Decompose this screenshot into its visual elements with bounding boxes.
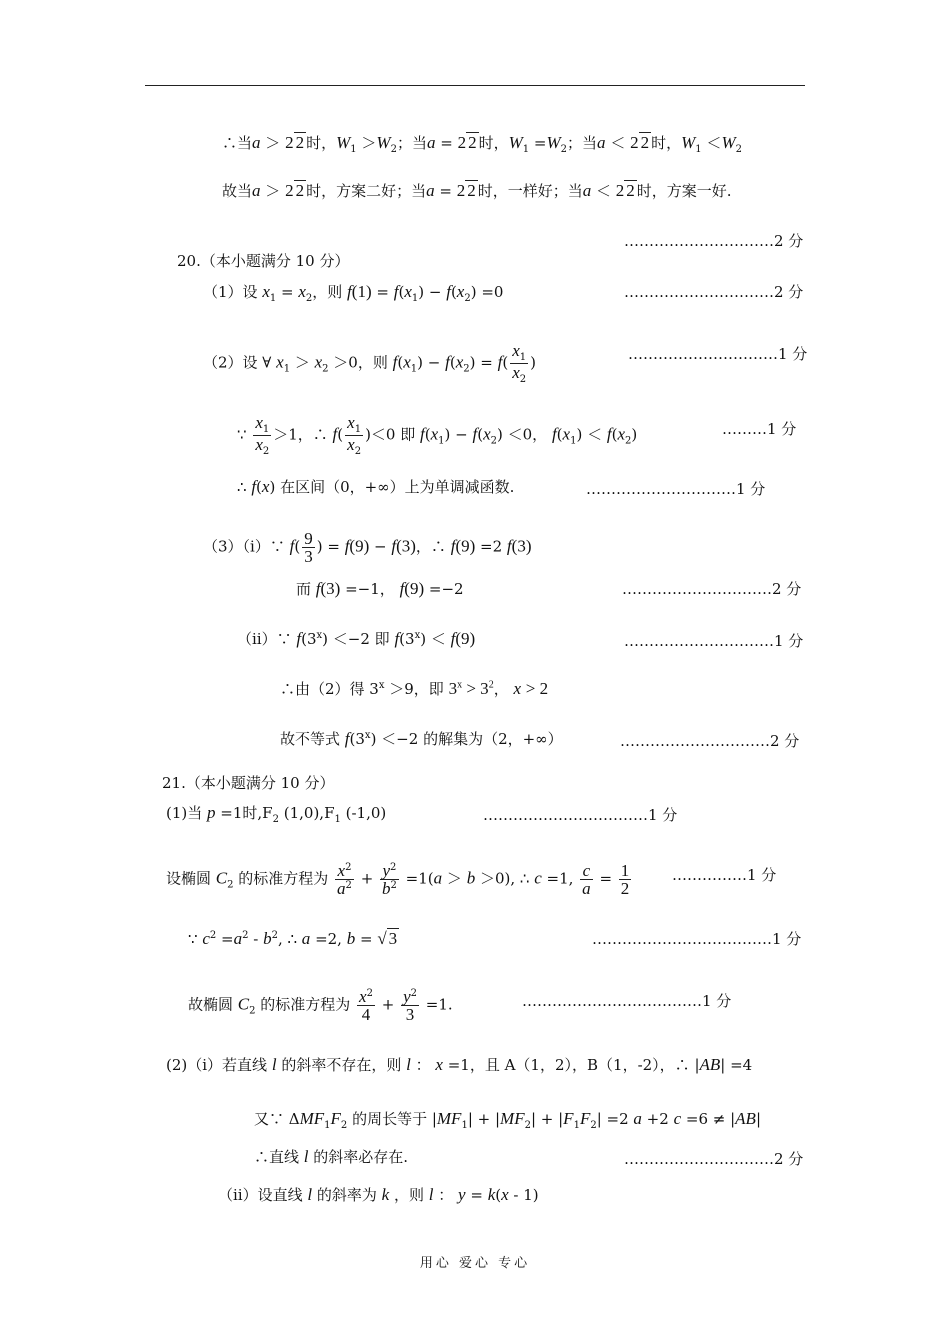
score-marker: ………1 分: [722, 420, 797, 438]
problem-21-ellipse-equation: 故椭圆 $C_2$ 的标准方程为 $\frac{x^2}{4}$ + $\frac{y^2}{3}$ =1.: [188, 987, 453, 1024]
line-conclusion-compare: ∴当a ＞ 2 2 时，$W_1 >W_2$；当a = 2 2 时，$W_1 =W_2$；当a ＜ 2 2 时，$W_1 <W_2$: [222, 133, 742, 155]
problem-20-part3-solution: 故不等式 $f(3^x) <-2$ 的解集为（2，+∞）: [280, 729, 563, 748]
score-marker: …………………………2 分: [624, 232, 804, 250]
score-marker: ………………………………1 分: [522, 992, 732, 1010]
problem-21-part2-ii: （ⅱ）设直线 l 的斜率为 k ，则 l ： y = k(x - 1): [218, 1185, 539, 1204]
problem-21-ellipse-params: ∵ $c^2 =a^2 - b^2$, ∴ a =2, b = √ 3: [188, 929, 398, 948]
score-marker: …………………………1 分: [628, 345, 808, 363]
problem-20-part1: （1）设 $x_1 = x_2$，则 $f(1) = f(x_1) - f(x_2) =0$: [203, 282, 504, 304]
line-conclusion-plan: 故当a ＞ 2 2 时，方案二好；当a = 2 2 时，一样好；当a ＜ 2 2 时，方案一好.: [222, 181, 732, 200]
score-marker: …………………………2 分: [624, 283, 804, 301]
problem-21-heading: 21.（本小题满分 10 分）: [162, 774, 335, 792]
problem-20-part2-proof: ∵ $\frac{x_1}{x_2}$ ＞1，∴ f( $\frac{x_1}{x_2}$ )＜0 即 $f(x_1) - f(x_2) <0$， $f(x_1) < f(x_2)$: [237, 413, 638, 457]
problem-20-part3-i: （3）（ⅰ）∵ f( $\frac{9}{3}$ ) = f(9) − f(3)，∴ f(9) =2 f(3): [203, 529, 532, 566]
problem-20-part3-derive: ∴由（2）得 $3^x >9$，即 $3^x > 3^2$， x > 2: [280, 679, 549, 698]
problem-20-part3-values: 而 f(3) =−1， f(9) =−2: [296, 579, 464, 598]
score-marker: ……………1 分: [672, 866, 777, 884]
score-marker: ……………………………1 分: [483, 806, 678, 824]
problem-20-part2-conclusion: ∴ f(x) 在区间（0，+∞）上为单调减函数.: [237, 477, 515, 496]
problem-21-part2-i: (2)（ⅰ）若直线 l 的斜率不存在，则 l ： x =1，且 A（1，2），B（1，-2），∴ |AB| =4: [166, 1055, 753, 1074]
problem-20-part2: （2）设 ∀ $x_1 > x_2 >0$，则 $f(x_1) - f(x_2) = f$( $\frac{x_1}{x_2}$ ): [203, 341, 536, 385]
score-marker: …………………………2 分: [620, 732, 800, 750]
score-marker: …………………………2 分: [624, 1150, 804, 1168]
problem-20-heading: 20.（本小题满分 10 分）: [177, 252, 350, 270]
header-rule: [145, 85, 805, 86]
score-marker: ………………………………1 分: [592, 930, 802, 948]
problem-21-part1: (1)当 p =1时$,F_2$ $(1,0),F_1$ (-1,0): [166, 803, 387, 825]
score-marker: …………………………1 分: [586, 480, 766, 498]
problem-21-ellipse-setup: 设椭圆 $C_2$ 的标准方程为 $\frac{x^2}{a^2}$ + $\frac{y^2}{b^2}$ =1(a ＞ b ＞0), ∴ c =1, $\frac{c}{a}$ = $\frac{1}{2}$: [166, 861, 630, 898]
problem-21-slope-exists: ∴直线 l 的斜率必存在.: [254, 1147, 409, 1166]
score-marker: …………………………1 分: [624, 632, 804, 650]
score-marker: …………………………2 分: [622, 580, 802, 598]
problem-21-perimeter: 又∵ $\Delta MF_1F_2$ 的周长等于 $|MF_1| + |MF_2| + |F_1F_2| =2$ a +2 c =6 ≠ |AB|: [254, 1109, 761, 1131]
page-footer: 用心 爱心 专心: [419, 1256, 531, 1271]
problem-20-part3-ii: （ⅱ）∵ $f(3^x) <-2$ 即 $f(3^x) < f(9)$: [237, 629, 476, 648]
